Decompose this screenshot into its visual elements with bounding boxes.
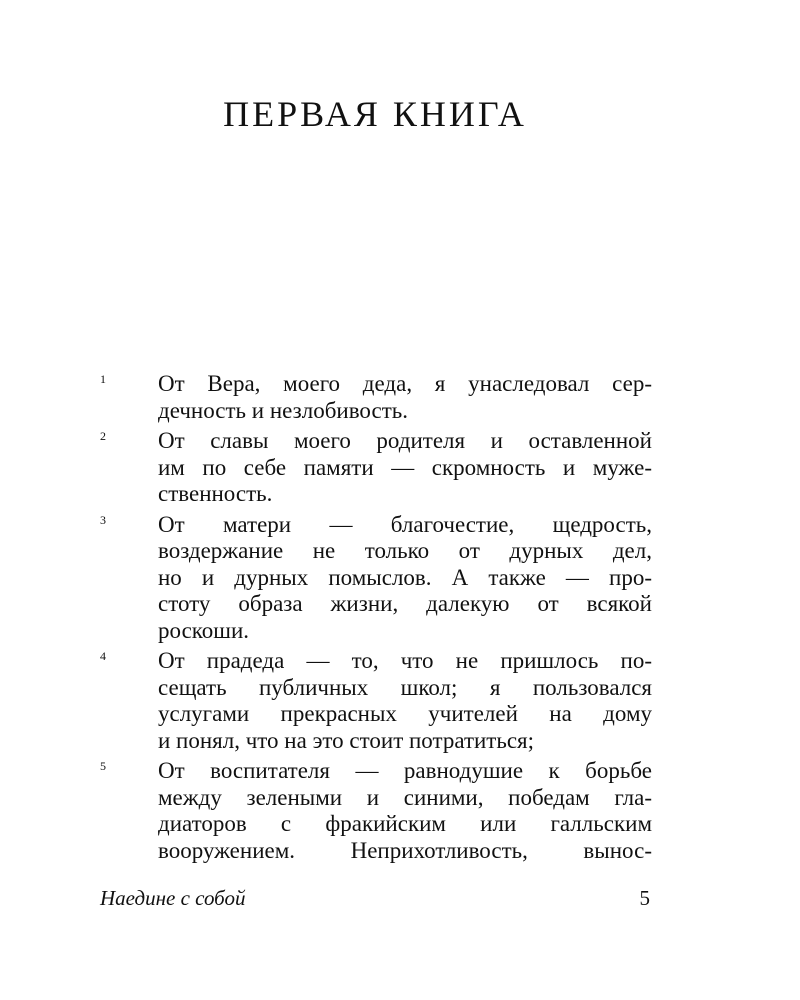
paragraph-text: [158, 512, 652, 645]
text-line: между зелеными и синими, победам гла-: [158, 784, 652, 810]
text-line: От воспитателя — равнодушие к борьбе: [158, 758, 652, 783]
text-line: От славы моего родителя и оставленной: [158, 428, 652, 453]
text-line: сещать публичных школ; я пользовался: [158, 674, 652, 700]
text-line: диаторов с фракийским или галльским: [158, 811, 652, 836]
text-line: им по себе памяти — скромность и муже-: [158, 454, 652, 480]
text-line: услугами прекрасных учителей на дому: [158, 701, 652, 726]
text-line: и понял, что на это стоит потратиться;: [158, 727, 535, 753]
text-line: но и дурных помыслов. А также — про-: [158, 564, 652, 590]
text-line: дечность и незлобивость.: [158, 397, 408, 423]
paragraph-text: [158, 648, 652, 754]
paragraph-list: [100, 371, 652, 868]
page-title: ПЕРВАЯ КНИГА: [223, 94, 527, 134]
text-line: От Вера, моего деда, я унаследовал сер-: [158, 371, 652, 396]
paragraph-number: 4: [100, 649, 106, 663]
text-line: роскоши.: [158, 617, 250, 643]
paragraph-text: [158, 428, 652, 508]
text-line: вооружением. Неприхотливость, вынос-: [158, 837, 652, 863]
paragraph-number: 3: [100, 512, 106, 527]
paragraph-1: [100, 371, 652, 424]
paragraph-number: 1: [100, 372, 106, 386]
paragraph-number: 5: [100, 759, 106, 773]
paragraph-3: [100, 512, 652, 645]
paragraph-text: [158, 758, 652, 864]
paragraph-text: [158, 371, 652, 424]
text-line: От прадеда — то, что не пришлось по-: [158, 648, 652, 673]
page-number: 5: [639, 886, 650, 910]
paragraph-2: [100, 428, 652, 508]
paragraph-5: [100, 758, 652, 864]
paragraph-number: 2: [100, 429, 106, 443]
running-footer-title: Наедине с собой: [100, 886, 246, 910]
text-line: воздержание не только от дурных дел,: [158, 538, 652, 563]
text-line: стоту образа жизни, далекую от всякой: [158, 591, 652, 616]
paragraph-4: [100, 648, 652, 754]
text-line: ственность.: [158, 481, 273, 506]
text-line: От матери — благочестие, щедрость,: [158, 511, 652, 537]
